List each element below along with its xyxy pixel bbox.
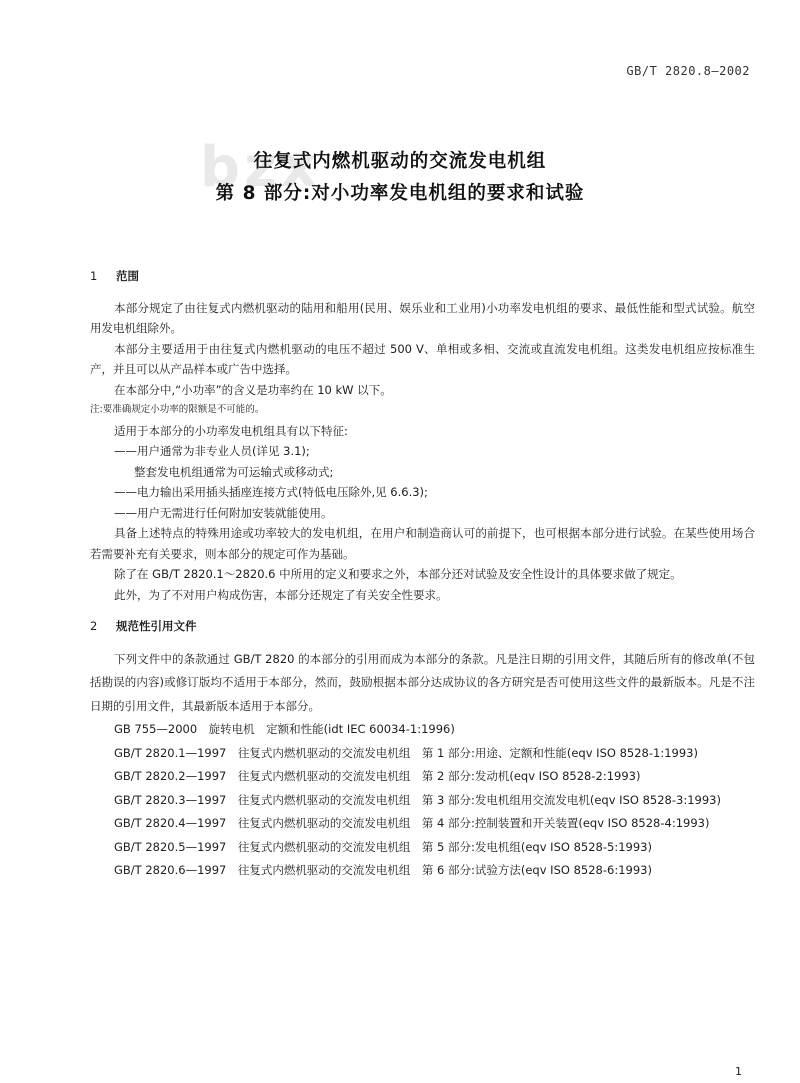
section-heading-references xyxy=(90,616,755,637)
paragraph: 在本部分中,“小功率”的含义是功率约在 10 kW 以下。 xyxy=(114,382,392,397)
reference-item: GB/T 2820.3—1997 往复式内燃机驱动的交流发电机组 第 3 部分:发电机组用交流发电机(eqv ISO 8528-3:1993) xyxy=(114,792,721,807)
standard-number: GB/T 2820.8—2002 xyxy=(626,64,750,78)
document-title-line1: 往复式内燃机驱动的交流发电机组 xyxy=(253,151,547,172)
reference-item: GB 755—2000 旋转电机 定额和性能(idt IEC 60034-1:1996) xyxy=(114,722,455,736)
list-item: 整套发电机组通常为可运输式或移动式; xyxy=(134,464,334,479)
page-number: 1 xyxy=(735,1065,742,1078)
reference-item: GB/T 2820.6—1997 往复式内燃机驱动的交流发电机组 第 6 部分:试验方法(eqv ISO 8528-6:1993) xyxy=(114,863,652,877)
paragraph: 除了在 GB/T 2820.1～2820.6 中所用的定义和要求之外，本部分还对试验及安全性设计的具体要求做了规定。 xyxy=(114,567,682,581)
section-heading-scope xyxy=(90,266,755,287)
paragraph: 此外，为了不对用户构成伤害，本部分还规定了有关安全性要求。 xyxy=(114,587,448,602)
list-item: ——电力输出采用插头插座连接方式(特低电压除外,见 6.6.3); xyxy=(114,485,428,499)
paragraph: 本部分规定了由往复式内燃机驱动的陆用和船用(民用、娱乐业和工业用)小功率发电机组的要求、最低性能和型式试验。航空用发电机组除外。 xyxy=(90,300,755,335)
reference-item: GB/T 2820.2—1997 往复式内燃机驱动的交流发电机组 第 2 部分:发动机(eqv ISO 8528-2:1993) xyxy=(114,769,641,783)
reference-item: GB/T 2820.4—1997 往复式内燃机驱动的交流发电机组 第 4 部分:控制装置和开关装置(eqv ISO 8528-4:1993) xyxy=(114,816,710,830)
reference-item: GB/T 2820.5—1997 往复式内燃机驱动的交流发电机组 第 5 部分:发电机组(eqv ISO 8528-5:1993) xyxy=(114,839,652,854)
section-number: 1 xyxy=(90,269,98,283)
paragraph: 具备上述特点的特殊用途或功率较大的发电机组，在用户和制造商认可的前提下，也可根据本部分进行试验。在某些使用场合若需要补充有关要求，则本部分的规定可作为基础。 xyxy=(90,526,755,561)
features-intro: 适用于本部分的小功率发电机组具有以下特征: xyxy=(114,423,348,438)
list-item: ——用户通常为非专业人员(详见 3.1); xyxy=(114,444,310,458)
watermark: bzx xyxy=(200,135,321,200)
document-body xyxy=(90,266,755,883)
note: 注:要准确规定小功率的限额是不可能的。 xyxy=(90,404,265,415)
paragraph: 本部分主要适用于由往复式内燃机驱动的电压不超过 500 V、单相或多相、交流或直流发电机组。这类发电机组应按标准生产，并且可以从产品样本或广告中选择。 xyxy=(90,341,755,376)
paragraph: 下列文件中的条款通过 GB/T 2820 的本部分的引用而成为本部分的条款。凡是注日期的引用文件，其随后所有的修改单(不包括勘误的内容)或修订版均不适用于本部分，然而，鼓励根据本部分达成协议的各方研究是否可使用这些文件的最新版本。凡是不注日期的引用文件，其最新版本适用于本部分。 xyxy=(90,651,755,713)
section-title: 范围 xyxy=(116,269,139,283)
section-title: 规范性引用文件 xyxy=(116,619,197,633)
list-item: ——用户无需进行任何附加安装就能使用。 xyxy=(114,505,333,520)
section-number: 2 xyxy=(90,619,98,633)
reference-item: GB/T 2820.1—1997 往复式内燃机驱动的交流发电机组 第 1 部分:用途、定额和性能(eqv ISO 8528-1:1993) xyxy=(114,745,698,760)
document-title-line2: 第 8 部分:对小功率发电机组的要求和试验 xyxy=(215,183,585,204)
